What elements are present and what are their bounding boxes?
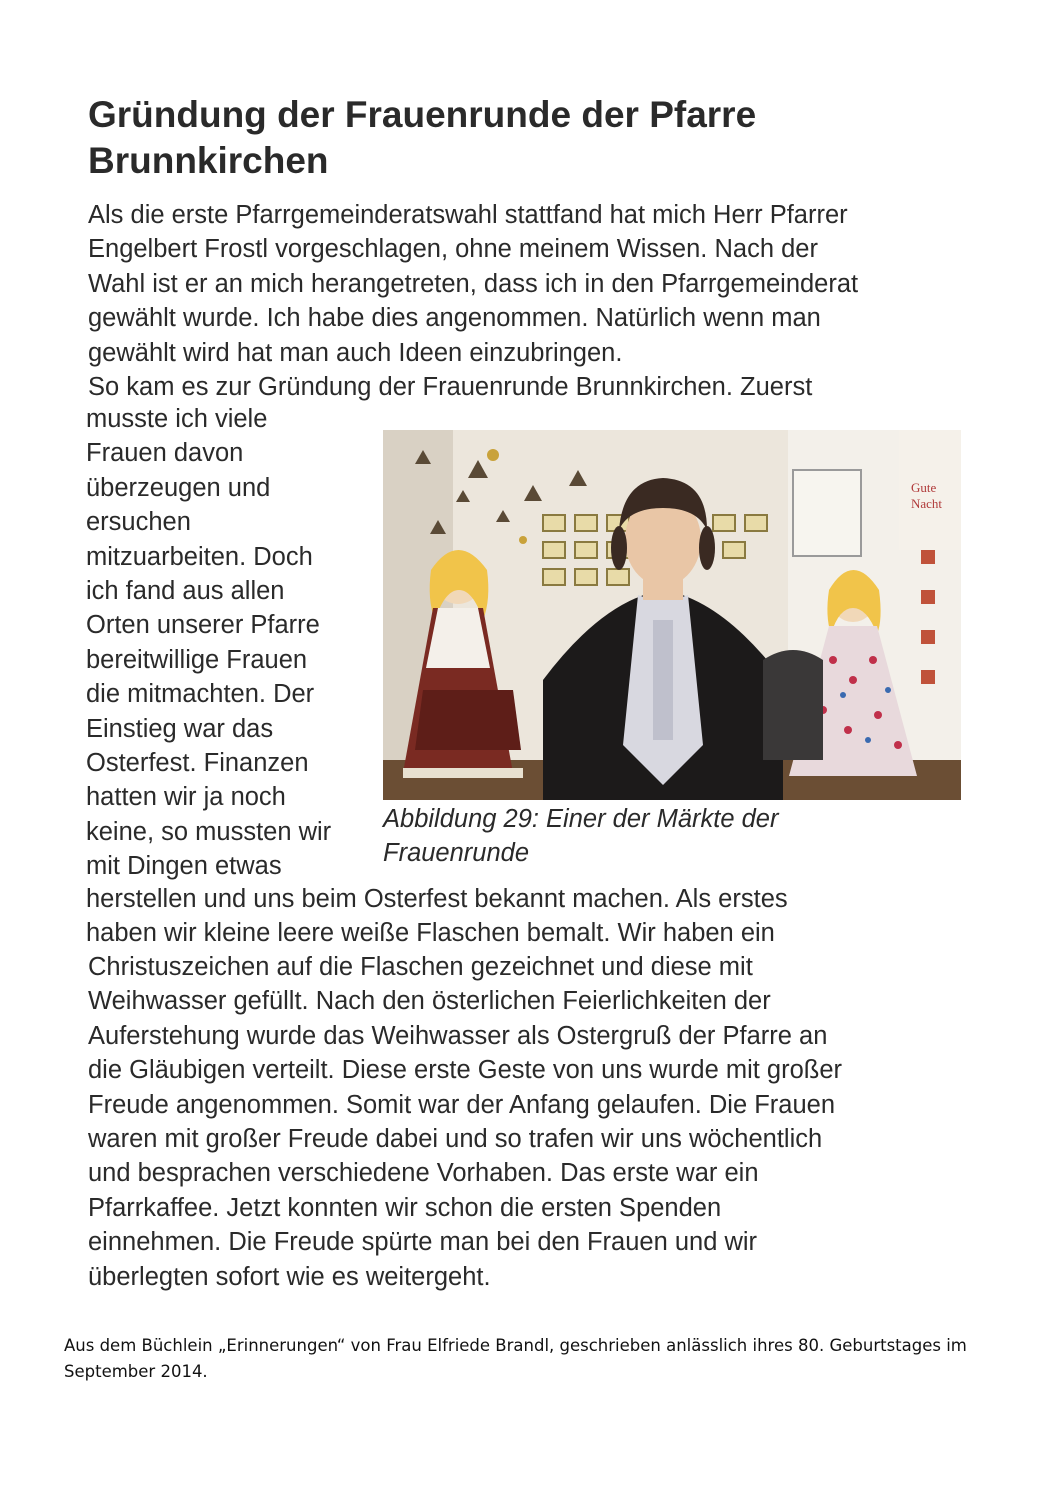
text-line: Engelbert Frostl vorgeschlagen, ohne meinem Wissen. Nach der	[88, 235, 818, 264]
text-line: keine, so mussten wir	[86, 817, 332, 846]
text-line: überzeugen und	[86, 473, 271, 502]
text-line: überlegten sofort wie es weitergeht.	[88, 1262, 491, 1291]
continuation-paragraph	[88, 950, 1033, 1294]
text-line: Auferstehung wurde das Weihwasser als Ostergruß der Pfarre an	[88, 1021, 828, 1050]
text-line: einnehmen. Die Freude spürte man bei den Frauen und wir	[88, 1228, 758, 1257]
text-line: Christuszeichen auf die Flaschen gezeichnet und diese mit	[88, 953, 753, 981]
text-line: mitzuarbeiten. Doch	[86, 542, 313, 571]
text-line: hatten wir ja noch	[86, 783, 286, 812]
title-line: Gründung der Frauenrunde der Pfarre	[88, 94, 757, 135]
text-line: Als die erste Pfarrgemeinderatswahl stattfand hat mich Herr Pfarrer	[88, 201, 848, 229]
sign-text: Gute	[911, 480, 937, 495]
footnote-line: September 2014.	[64, 1362, 208, 1381]
market-photo	[383, 430, 961, 800]
wrapped-paragraph-column	[86, 402, 386, 884]
text-line: Einstieg war das	[86, 714, 274, 743]
text-line: waren mit großer Freude dabei und so trafen wir uns wöchentlich	[88, 1125, 823, 1154]
text-line: die Gläubigen verteilt. Diese erste Geste von uns wurde mit großer	[88, 1056, 843, 1085]
text-line: bereitwillige Frauen	[86, 645, 308, 674]
source-footnote	[64, 1333, 1024, 1385]
text-line: und besprachen verschiedene Vorhaben. Das erste war ein	[88, 1159, 759, 1188]
text-line: mit Dingen etwas	[86, 852, 282, 881]
text-line: Pfarrkaffee. Jetzt konnten wir schon die ersten Spenden	[88, 1193, 722, 1222]
text-line: ich fand aus allen	[86, 577, 285, 606]
intro-paragraph	[88, 198, 1028, 404]
title-line: Brunnkirchen	[88, 140, 329, 181]
caption-line: Frauenrunde	[383, 839, 530, 867]
text-line: Orten unserer Pfarre	[86, 611, 320, 640]
caption-line: Abbildung 29: Einer der Märkte der	[383, 805, 779, 833]
text-line: Osterfest. Finanzen	[86, 749, 309, 778]
text-line: Weihwasser gefüllt. Nach den österlichen Feierlichkeiten der	[88, 987, 771, 1016]
sign-text: Nacht	[911, 496, 943, 511]
text-line: ersuchen	[86, 508, 191, 537]
footnote-line: Aus dem Büchlein „Erinnerungen“ von Frau Elfriede Brandl, geschrieben anlässlich ihres 80. Geburtstages im	[64, 1336, 967, 1355]
figure-caption	[383, 802, 943, 870]
text-line: Frauen davon	[86, 439, 244, 468]
text-line: So kam es zur Gründung der Frauenrunde Brunnkirchen. Zuerst	[88, 373, 813, 402]
text-line: haben wir kleine leere weiße Flaschen bemalt. Wir haben ein	[86, 919, 775, 948]
text-line: Freude angenommen. Somit war der Anfang gelaufen. Die Frauen	[88, 1090, 836, 1119]
continuation-paragraph	[86, 882, 1031, 951]
text-line: musste ich viele	[86, 405, 268, 433]
text-line: gewählt wurde. Ich habe dies angenommen. Natürlich wenn man	[88, 304, 821, 333]
text-line: Wahl ist er an mich herangetreten, dass ich in den Pfarrgemeinderat	[88, 269, 859, 298]
text-line: die mitmachten. Der	[86, 680, 315, 709]
text-line: gewählt wird hat man auch Ideen einzubringen.	[88, 338, 623, 367]
page-title	[88, 92, 988, 184]
photo-illustration	[383, 430, 961, 800]
text-line: herstellen und uns beim Osterfest bekannt machen. Als erstes	[86, 885, 788, 913]
